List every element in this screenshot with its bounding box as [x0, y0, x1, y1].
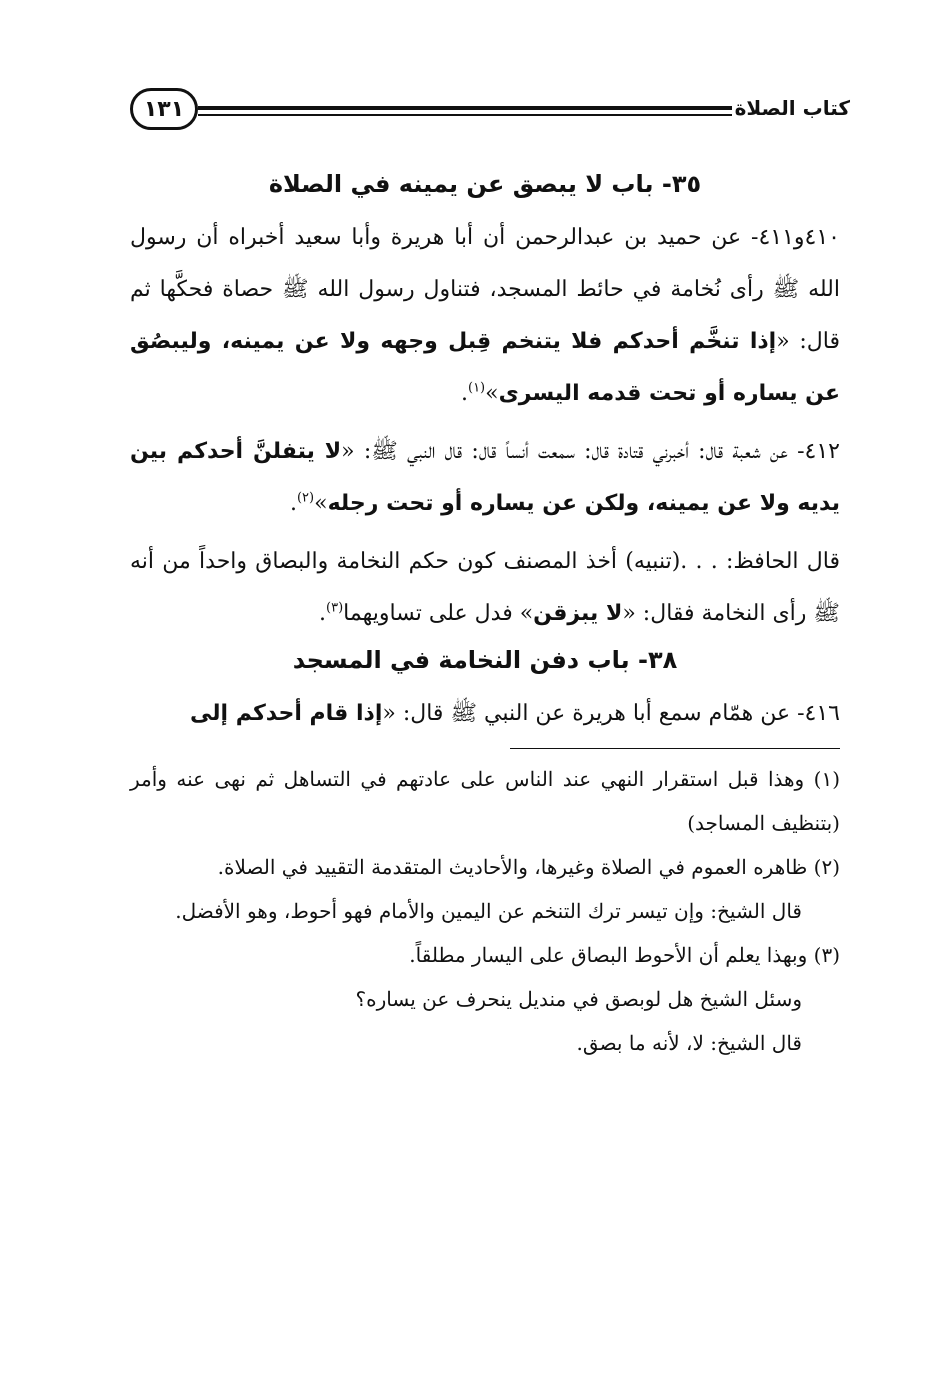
section-heading-38: ٣٨- باب دفن النخامة في المسجد: [292, 646, 678, 674]
hadith-410-411: ٤١٠و٤١١- عن حميد بن عبدالرحمن أن أبا هريرة وأبا سعيد أخبراه أن رسول الله ﷺ رأى نُخامة في حائط المسجد، فتناول رسول الله ﷺ حصاة فحكَّها ثم قال: «إذا تنخَّم أحدكم فلا يتنخم قِبل وجهه ولا عن يمينه، وليبصُق عن يساره أو تحت قدمه اليسرى»$^{(١)}$.: [130, 225, 840, 406]
header-rule-thin: [198, 114, 732, 116]
footnote-3-question: وسئل الشيخ هل لوبصق في منديل ينحرف عن يساره؟: [355, 987, 802, 1011]
footnote-ref-1: (١): [467, 380, 486, 396]
page-header: [130, 88, 850, 138]
footnote-1: (١) وهذا قبل استقرار النهي عند الناس على عادتهم في التساهل ثم نهى عنه وأمر (بتنظيف المساجد): [130, 767, 840, 835]
book-title: كتاب الصلاة: [734, 96, 850, 120]
hafiz-note: قال الحافظ: . . .(تنبيه) أخذ المصنف كون حكم النخامة والبصاق واحداً من أنه ﷺ رأى النخامة فقال: «لا يبزقن» فدل على تساويهما$^{(٣)}$.: [130, 549, 840, 626]
footnote-separator: [510, 748, 840, 749]
footnote-ref-3: (٣): [326, 600, 344, 616]
footnote-2: (٢) ظاهره العموم في الصلاة وغيرها، والأحاديث المتقدمة التقييد في الصلاة.: [217, 855, 840, 879]
footnote-3-answer: قال الشيخ: لا، لأنه ما بصق.: [576, 1031, 802, 1055]
page-number: ١٣١: [130, 88, 198, 130]
section-heading-35: ٣٥- باب لا يبصق عن يمينه في الصلاة: [268, 170, 702, 198]
hadith-412: ٤١٢- عن شعبة قال: أخبرني قتادة قال: سمعت أنساً قال: قال النبي ﷺ: «لا يتفلنَّ أحدكم بين يديه ولا عن يمينه، ولكن عن يساره أو تحت رجله»$^{(٢)}$.: [130, 439, 840, 516]
header-rule: [198, 106, 732, 110]
page-content: [130, 170, 840, 1065]
footnote-3: (٣) وبهذا يعلم أن الأحوط البصاق على اليسار مطلقاً.: [409, 943, 840, 967]
footnote-ref-2: (٢): [296, 490, 315, 506]
footnote-2-sheikh: قال الشيخ: وإن تيسر ترك التنخم عن اليمين والأمام فهو أحوط، وهو الأفضل.: [175, 899, 802, 923]
hadith-416: ٤١٦- عن همّام سمع أبا هريرة عن النبي ﷺ قال: «إذا قام أحدكم إلى: [190, 701, 840, 726]
